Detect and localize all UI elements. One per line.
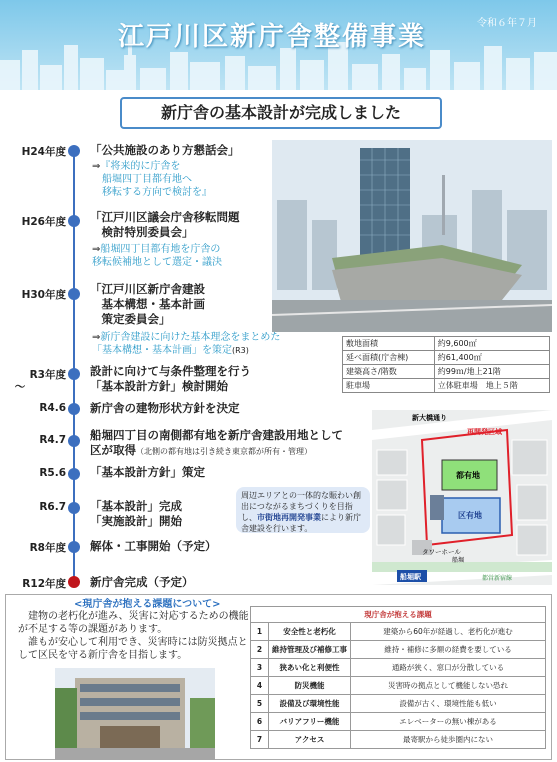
issue-description: 設備が古く、環境性能も低い [351,695,546,713]
issue-number: 6 [251,713,269,731]
table-row [251,659,546,677]
spec-value: 約61,400㎡ [434,351,549,365]
subtitle-banner: 新庁舎の基本設計が完成しました [120,97,442,129]
issue-description: 建築から60年が経過し、老朽化が進む [351,623,546,641]
timeline-dot [68,435,80,447]
issue-number: 3 [251,659,269,677]
timeline-event: 「公共施設のあり方懇話会」 [90,143,240,157]
timeline-outcome: ⇒船堀四丁目都有地を庁舎の 移転候補地として選定・議決 [92,244,222,268]
new-building-rendering [272,140,552,332]
map-district-label: 再開発区域 [467,428,502,436]
issue-description: 維持・補修に多額の経費を要している [351,641,546,659]
timeline-year: R8年度 [29,542,66,554]
timeline-event: 「基本設計方針」策定 [90,465,205,479]
table-row [343,351,550,365]
issue-description: 通路が狭く、窓口が分散している [351,659,546,677]
timeline-year: R12年度 [22,578,66,590]
timeline-year: R5.6 [39,467,66,479]
issue-number: 5 [251,695,269,713]
map-ward-land-label: 区有地 [458,511,482,520]
timeline-year: H26年度 [21,216,66,228]
timeline-event: 「基本設計」完成 「実施設計」開始 [90,499,182,528]
issue-description: 災害時の拠点として機能しない恐れ [351,677,546,695]
timeline-dot [68,288,80,300]
timeline-year: H24年度 [21,146,66,158]
issues-paragraph: 誰もが安心して利用でき、災害時には防災拠点として区民を守る新庁舎を目指します。 [18,637,248,661]
timeline-dot [68,403,80,415]
issue-description: エレベーターの無い棟がある [351,713,546,731]
issue-number: 4 [251,677,269,695]
timeline-year: R4.6 [39,402,66,414]
table-row [251,695,546,713]
issue-category: 設備及び環境性能 [269,695,351,713]
timeline-year: H30年度 [21,289,66,301]
table-row [251,713,546,731]
timeline-event: 船堀四丁目の南側都有地を新庁舎建設用地として 区が取得（北側の都有地は引き続き東京都が所有・管理） [90,428,343,457]
timeline-dot [68,468,80,480]
issues-table [250,606,546,749]
spec-label: 建築高さ/階数 [343,365,435,379]
spec-label: 敷地面積 [343,337,435,351]
table-row [251,731,546,749]
bubble-text2: により新庁舎建設を行います。 [241,513,361,533]
issue-number: 7 [251,731,269,749]
bubble-highlight: 市街地再開発事業 [257,513,321,522]
table-row [343,337,550,351]
timeline-dot [68,215,80,227]
timeline-event: 解体・工事開始（予定） [90,539,217,553]
current-building-photo [55,668,215,760]
timeline-year: R6.7 [39,501,66,513]
table-row [343,365,550,379]
timeline-outcome: ⇒『将来的に庁舎を 船堀四丁目都有地へ 移転する方向で検討を』 [92,161,212,198]
issue-number: 2 [251,641,269,659]
site-map [372,410,552,585]
issue-number: 1 [251,623,269,641]
page-title: 江戸川区新庁舎整備事業 [118,22,427,52]
timeline-year-range: ～ [14,381,26,393]
table-row [251,623,546,641]
building-spec-table [342,336,550,393]
table-row [343,379,550,393]
spec-label: 駐車場 [343,379,435,393]
map-station-label: 船堀駅 [400,573,421,581]
timeline-dot [68,502,80,514]
spec-value: 約9,600㎡ [434,337,549,351]
issue-description: 最寄駅から徒歩圏内にない [351,731,546,749]
issue-date: 令和６年７月 [477,18,537,29]
timeline-event: 設計に向けて与条件整理を行う 「基本設計方針」検討開始 [90,364,251,393]
timeline-dot-final [68,576,80,588]
timeline-year: R3年度 [29,369,66,381]
bubble-text: 周辺エリアとの一体的な賑わい創出につながるまちづくりを目指し、 [241,491,361,522]
spec-value: 約99ｍ/地上21階 [434,365,549,379]
info-bubble [236,487,370,533]
issue-category: 安全性と老朽化 [269,623,351,641]
timeline-event: 新庁舎完成（予定） [90,575,194,589]
timeline-year: R4.7 [39,434,66,446]
issues-panel-body [18,610,256,662]
issue-category: 防災機能 [269,677,351,695]
issues-paragraph: 建物の老朽化が進み、災害に対応するための機能が不足する等の課題があります。 [18,611,249,635]
timeline-outcome: ⇒新庁舎建設に向けた基本理念をまとめた 「基本構想・基本計画」を策定(R3) [92,332,281,356]
timeline-event: 「江戸川区議会庁舎移転問題 検討特別委員会」 [90,210,240,239]
map-tower-hall-label: タワーホール [422,548,461,556]
spec-label: 延べ面積(庁舎棟) [343,351,435,365]
spec-value: 立体駐車場 地上５階 [434,379,549,393]
issue-category: アクセス [269,731,351,749]
header-banner [0,0,557,90]
issue-category: 狭あい化と利便性 [269,659,351,677]
map-tower-hall-label2: 船堀 [452,557,465,564]
table-header-row [251,607,546,623]
timeline-event: 「江戸川区新庁舎建設 基本構想・基本計画 策定委員会」 [90,282,205,326]
issue-category: バリアフリー機能 [269,713,351,731]
timeline-dot [68,541,80,553]
issue-category: 維持管理及び補修工事 [269,641,351,659]
table-row [251,641,546,659]
map-road-label: 新大橋通り [412,414,447,422]
timeline-dot [68,145,80,157]
timeline-dot [68,368,80,380]
map-tokyo-land-label: 都有地 [456,471,480,480]
timeline-event: 新庁舎の建物形状方針を決定 [90,401,240,415]
issues-panel-heading: <現庁舎が抱える課題について> [70,595,225,610]
issues-table-title: 現庁舎が抱える課題 [251,607,546,623]
map-line-label: 都営新宿線 [482,575,513,582]
table-row [251,677,546,695]
